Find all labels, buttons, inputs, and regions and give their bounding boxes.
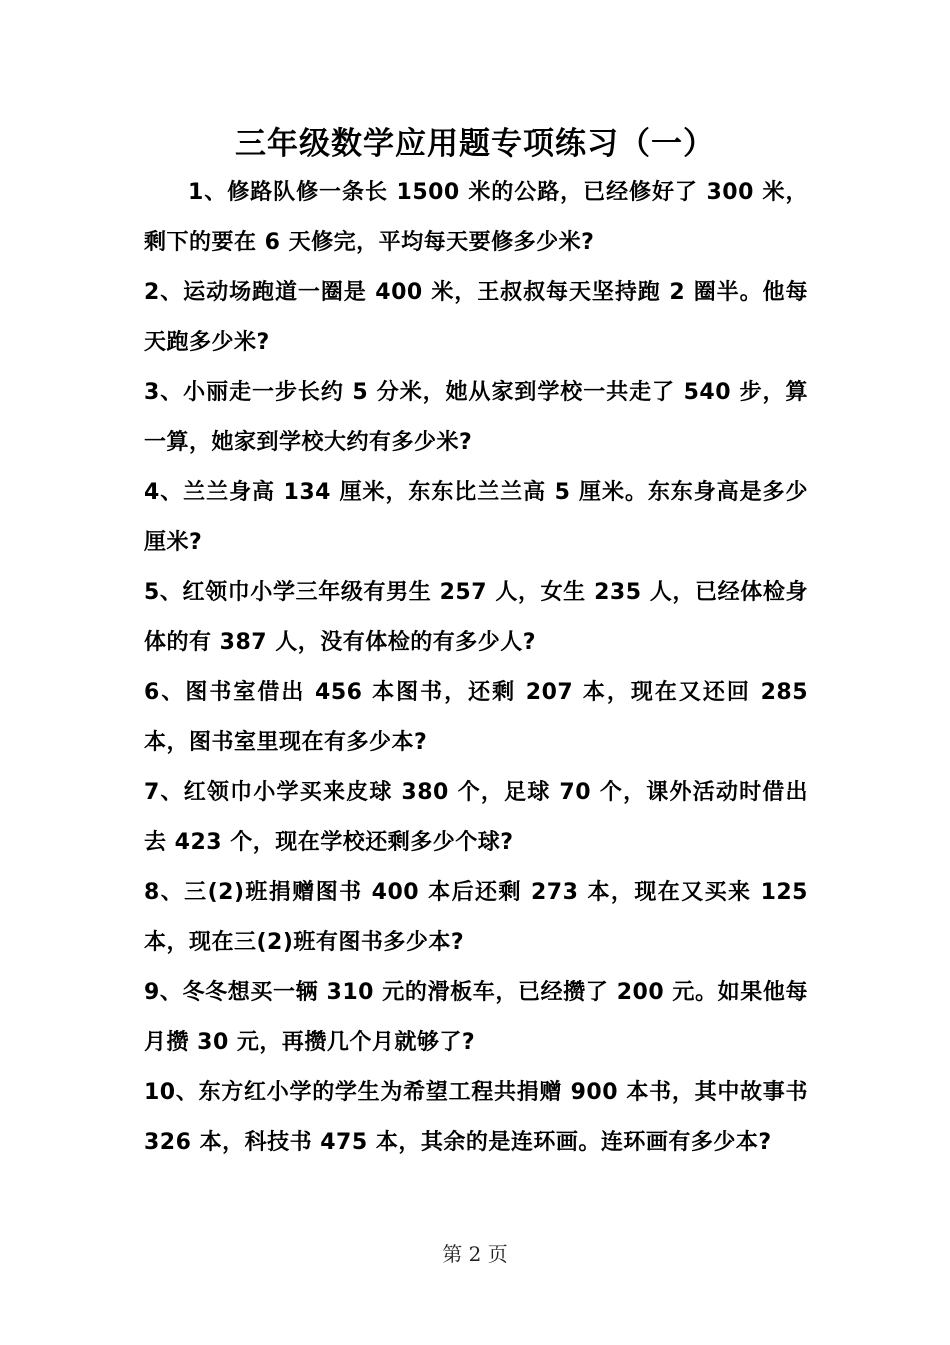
- page-title: 三年级数学应用题专项练习（一）: [235, 126, 715, 162]
- question-2: 2、运动场跑道一圈是 400 米，王叔叔每天坚持跑 2 圈半。他每天跑多少米?: [144, 280, 808, 355]
- question-list: [144, 168, 808, 1168]
- question-3: 3、小丽走一步长约 5 分米，她从家到学校一共走了 540 步，算一算，她家到学校大约有多少米?: [144, 380, 808, 455]
- question-8: 8、三(2)班捐赠图书 400 本后还剩 273 本，现在又买来 125 本，现在三(2)班有图书多少本?: [144, 880, 808, 955]
- question-7: 7、红领巾小学买来皮球 380 个，足球 70 个，课外活动时借出去 423 个，现在学校还剩多少个球?: [144, 780, 808, 855]
- question-10: 10、东方红小学的学生为希望工程共捐赠 900 本书，其中故事书 326 本，科技书 475 本，其余的是连环画。连环画有多少本?: [144, 1080, 808, 1155]
- question-6: 6、图书室借出 456 本图书，还剩 207 本，现在又还回 285 本，图书室里现在有多少本?: [144, 680, 808, 755]
- page-number: 第 2 页: [442, 1242, 508, 1266]
- question-4: 4、兰兰身高 134 厘米，东东比兰兰高 5 厘米。东东身高是多少厘米?: [144, 480, 808, 555]
- question-9: 9、冬冬想买一辆 310 元的滑板车，已经攒了 200 元。如果他每月攒 30 元，再攒几个月就够了?: [144, 980, 808, 1055]
- question-1: 1、修路队修一条长 1500 米的公路，已经修好了 300 米，剩下的要在 6 天修完，平均每天要修多少米?: [144, 180, 808, 255]
- question-5: 5、红领巾小学三年级有男生 257 人，女生 235 人，已经体检身体的有 387 人，没有体检的有多少人?: [144, 580, 808, 655]
